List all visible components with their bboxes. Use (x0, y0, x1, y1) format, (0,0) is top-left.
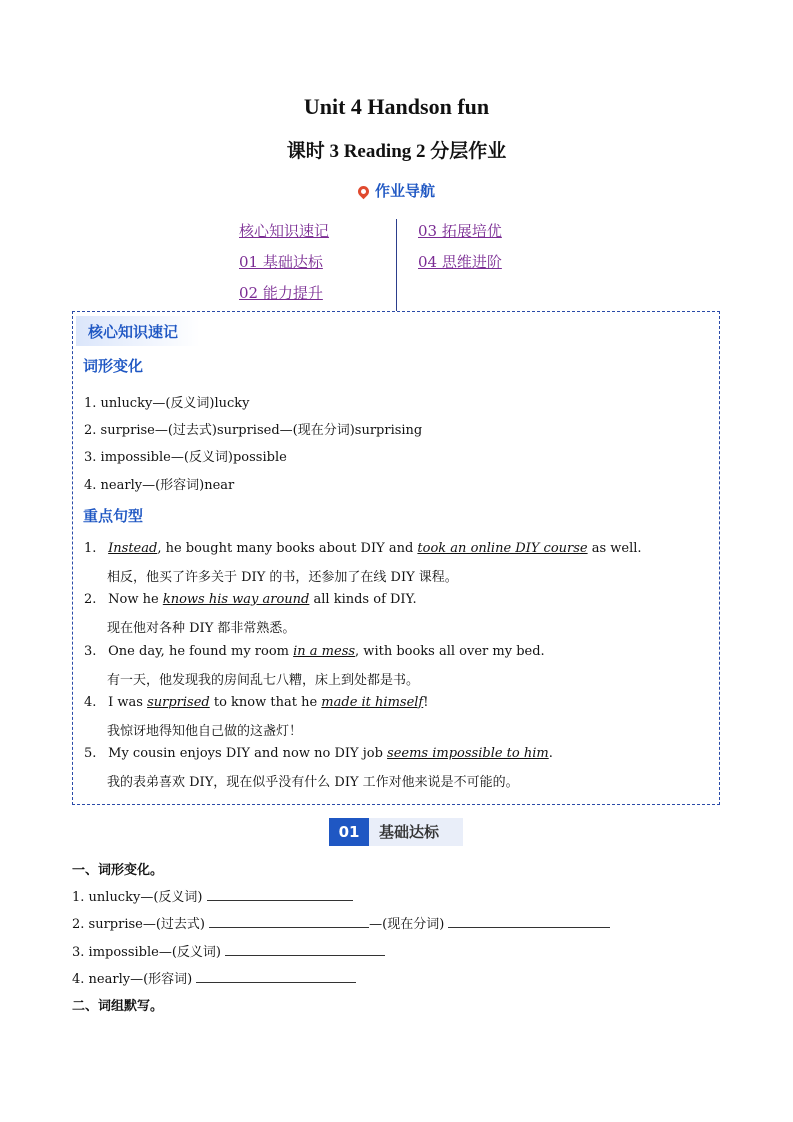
nav-heading-label: 作业导航 (374, 182, 435, 200)
sentence-item: 3. One day, he found my room in a mess, with books all over my bed. (84, 644, 545, 659)
nav-link-extend[interactable]: 03 拓展培优 (418, 222, 502, 240)
sentence-translation: 我惊讶地得知他自己做的这盏灯！ (107, 724, 303, 739)
badge-label: 基础达标 (369, 818, 463, 846)
badge-number: 01 (329, 818, 369, 846)
word-forms-heading: 词形变化 (83, 357, 144, 375)
answer-blank[interactable] (448, 915, 610, 928)
sentence-item: 1. Instead, he bought many books about DIY and took an online DIY course as well. (84, 541, 642, 556)
part-two-heading: 二、词组默写。 (72, 999, 164, 1014)
key-sentences-heading: 重点句型 (83, 507, 144, 525)
page-title: Unit 4 Handson fun (303, 94, 490, 119)
exercise-item: 1. unlucky—(反义词) (72, 886, 353, 905)
answer-blank[interactable] (196, 970, 356, 983)
page-subtitle: 课时 3 Reading 2 分层作业 (286, 141, 507, 162)
nav-heading (0, 180, 793, 201)
exercise-item: 4. nearly—(形容词) (72, 968, 356, 987)
word-item: 1. unlucky—(反义词)lucky (84, 396, 250, 411)
answer-blank[interactable] (207, 888, 353, 901)
exercise-item: 2. surprise—(过去式) —(现在分词) (72, 913, 610, 932)
nav-divider (396, 219, 397, 311)
sentence-translation: 相反，他买了许多关于 DIY 的书，还参加了在线 DIY 课程。 (107, 570, 458, 585)
sentence-translation: 有一天，他发现我的房间乱七八糟，床上到处都是书。 (107, 673, 420, 688)
answer-blank[interactable] (225, 943, 385, 956)
core-knowledge-tab-label: 核心知识速记 (88, 323, 179, 341)
core-knowledge-tab (76, 316, 200, 346)
sentence-item: 2. Now he knows his way around all kinds of DIY. (84, 592, 417, 607)
nav-link-core[interactable]: 核心知识速记 (239, 222, 330, 240)
word-item: 3. impossible—(反义词)possible (84, 450, 287, 465)
part-one-heading: 一、词形变化。 (72, 863, 164, 878)
sentence-item: 5. My cousin enjoys DIY and now no DIY job seems impossible to him. (84, 746, 553, 761)
sentence-translation: 我的表弟喜欢 DIY，现在似乎没有什么 DIY 工作对他来说是不可能的。 (107, 775, 519, 790)
word-item: 2. surprise—(过去式)surprised—(现在分词)surprising (84, 423, 423, 438)
location-pin-icon (356, 184, 372, 200)
sentence-item: 4. I was surprised to know that he made it himself! (84, 695, 429, 710)
sentence-translation: 现在他对各种 DIY 都非常熟悉。 (107, 621, 296, 636)
nav-link-basic[interactable]: 01 基础达标 (239, 253, 323, 271)
answer-blank[interactable] (209, 915, 369, 928)
nav-link-thinking[interactable]: 04 思维进阶 (418, 253, 502, 271)
exercise-item: 3. impossible—(反义词) (72, 941, 385, 960)
word-item: 4. nearly—(形容词)near (84, 478, 235, 493)
nav-link-ability[interactable]: 02 能力提升 (239, 284, 323, 302)
